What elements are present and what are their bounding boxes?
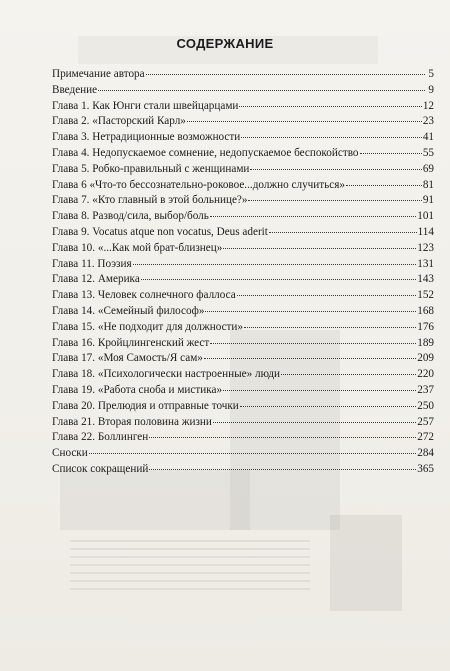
toc-entry[interactable] <box>52 178 434 194</box>
dot-leader <box>239 106 421 107</box>
toc-entry[interactable] <box>52 415 434 431</box>
toc-entry-title: Примечание автора <box>52 68 145 80</box>
toc-entry[interactable] <box>52 67 434 83</box>
show-through-logo <box>330 515 402 611</box>
toc-entry[interactable] <box>52 446 434 462</box>
dot-leader <box>205 311 416 312</box>
toc-entry[interactable] <box>52 383 434 399</box>
toc-entry[interactable] <box>52 367 434 383</box>
toc-entry-title: Глава 19. «Работа сноба и мистика» <box>52 383 223 396</box>
page-title: СОДЕРЖАНИЕ <box>176 36 274 51</box>
toc-entry[interactable] <box>52 99 434 115</box>
toc-entry-page-number: 41 <box>422 131 434 144</box>
toc-entry-page-number: 5 <box>428 68 434 80</box>
toc-entry[interactable] <box>52 399 434 415</box>
toc-entry[interactable] <box>52 146 434 162</box>
toc-entry[interactable] <box>52 83 434 99</box>
dot-leader <box>237 295 417 296</box>
toc-entry-page-number: 365 <box>417 462 434 475</box>
dot-leader <box>141 279 416 280</box>
toc-entry-page-number: 209 <box>417 352 434 365</box>
toc-entry-title: Глава 15. «Не подходит для должности» <box>52 320 244 333</box>
show-through-text <box>70 540 310 590</box>
dot-leader <box>269 232 417 233</box>
toc-entry[interactable] <box>52 336 434 352</box>
toc-entry-title: Глава 14. «Семейный философ» <box>52 304 205 317</box>
dot-leader <box>210 343 416 344</box>
toc-entry-page-number: 176 <box>417 320 434 333</box>
toc-entry-page-number: 189 <box>417 336 434 349</box>
toc-entry-page-number: 12 <box>422 99 434 112</box>
dot-leader <box>149 437 416 438</box>
toc-entry[interactable] <box>52 257 434 273</box>
dot-leader <box>346 185 422 186</box>
dot-leader <box>281 374 416 375</box>
dot-leader <box>133 264 417 265</box>
toc-entry-page-number: 9 <box>428 83 434 96</box>
toc-entry-title: Глава 2. «Пасторский Карл» <box>52 115 186 128</box>
toc-entry-page-number: 168 <box>417 304 434 317</box>
dot-leader <box>223 390 416 391</box>
dot-leader <box>223 248 416 249</box>
toc-entry-title: Глава 17. «Моя Самость/Я сам» <box>52 352 203 365</box>
toc-entry-title: Глава 18. «Психологически настроенные» люди <box>52 368 281 381</box>
toc-entry-title: Список сокращений <box>52 462 149 475</box>
toc-entry-page-number: 272 <box>417 431 434 444</box>
toc-entry-title: Глава 5. Робко-правильный с женщинами <box>52 162 250 175</box>
toc-entry-title: Глава 20. Прелюдия и отправные точки <box>52 399 239 412</box>
toc-entry-title: Глава 7. «Кто главный в этой больнице?» <box>52 194 248 207</box>
toc-entry-page-number: 55 <box>422 146 434 159</box>
toc-entry-title: Глава 8. Развод/сила, выбор/боль <box>52 210 209 223</box>
toc-entry-title: Глава 10. «...Как мой брат-близнец» <box>52 241 223 254</box>
dot-leader <box>360 153 422 154</box>
dot-leader <box>240 406 416 407</box>
toc-entry[interactable] <box>52 241 434 257</box>
toc-entry-title: Глава 1. Как Юнги стали швейцарцами <box>52 99 239 112</box>
show-through-block <box>60 470 250 530</box>
toc-entry-title: Введение <box>52 83 98 96</box>
toc-entry-page-number: 131 <box>417 257 434 270</box>
toc-entry-page-number: 257 <box>417 415 434 428</box>
dot-leader <box>146 74 425 75</box>
toc-entry-title: Глава 21. Вторая половина жизни <box>52 415 212 428</box>
dot-leader <box>210 216 416 217</box>
toc-entry-page-number: 152 <box>417 289 434 302</box>
toc-entry-page-number: 69 <box>422 162 434 175</box>
table-of-contents <box>52 67 434 478</box>
dot-leader <box>241 137 422 138</box>
toc-entry-title: Глава 3. Нетрадиционные возможности <box>52 131 241 144</box>
toc-entry-page-number: 91 <box>422 194 434 207</box>
toc-entry-title: Глава 13. Человек солнечного фаллоса <box>52 289 236 302</box>
toc-entry-page-number: 237 <box>417 383 434 396</box>
toc-entry-page-number: 284 <box>417 447 434 460</box>
dot-leader <box>244 327 416 328</box>
toc-entry[interactable] <box>52 462 434 478</box>
toc-entry-title: Глава 22. Боллинген <box>52 431 149 444</box>
toc-entry-title: Глава 9. Vocatus atque non vocatus, Deus aderit <box>52 225 268 238</box>
toc-entry[interactable] <box>52 162 434 178</box>
toc-entry-title: Глава 4. Недопускаемое сомнение, недопускаемое беспокойство <box>52 146 359 159</box>
toc-entry-page-number: 143 <box>417 273 434 286</box>
toc-entry-page-number: 250 <box>417 399 434 412</box>
toc-entry-page-number: 81 <box>422 178 434 191</box>
dot-leader <box>149 469 416 470</box>
toc-entry-title: Глава 12. Америка <box>52 273 140 286</box>
toc-entry-page-number: 101 <box>417 210 434 223</box>
toc-entry-page-number: 114 <box>417 225 434 238</box>
toc-entry-title: Глава 16. Кройцлингенский жест <box>52 336 210 349</box>
dot-leader <box>248 200 421 201</box>
toc-entry-title: Глава 11. Поэзия <box>52 257 132 270</box>
dot-leader <box>204 358 416 359</box>
toc-entry[interactable] <box>52 288 434 304</box>
toc-entry[interactable] <box>52 272 434 288</box>
toc-entry-title: Глава 6 «Что-то бессознательно-роковое...должно случиться» <box>52 178 345 191</box>
dot-leader <box>187 121 422 122</box>
toc-entry-title: Сноски <box>52 447 88 460</box>
toc-entry[interactable] <box>52 193 434 209</box>
toc-entry[interactable] <box>52 130 434 146</box>
toc-entry-page-number: 220 <box>417 368 434 381</box>
dot-leader <box>89 453 417 454</box>
dot-leader <box>213 422 416 423</box>
toc-entry[interactable] <box>52 351 434 367</box>
toc-entry[interactable] <box>52 430 434 446</box>
toc-entry-page-number: 23 <box>422 115 434 128</box>
dot-leader <box>250 169 421 170</box>
toc-entry[interactable] <box>52 114 434 130</box>
dot-leader <box>98 90 425 91</box>
toc-entry[interactable] <box>52 304 434 320</box>
toc-entry[interactable] <box>52 320 434 336</box>
toc-entry[interactable] <box>52 209 434 225</box>
toc-entry[interactable] <box>52 225 434 241</box>
toc-entry-page-number: 123 <box>417 241 434 254</box>
